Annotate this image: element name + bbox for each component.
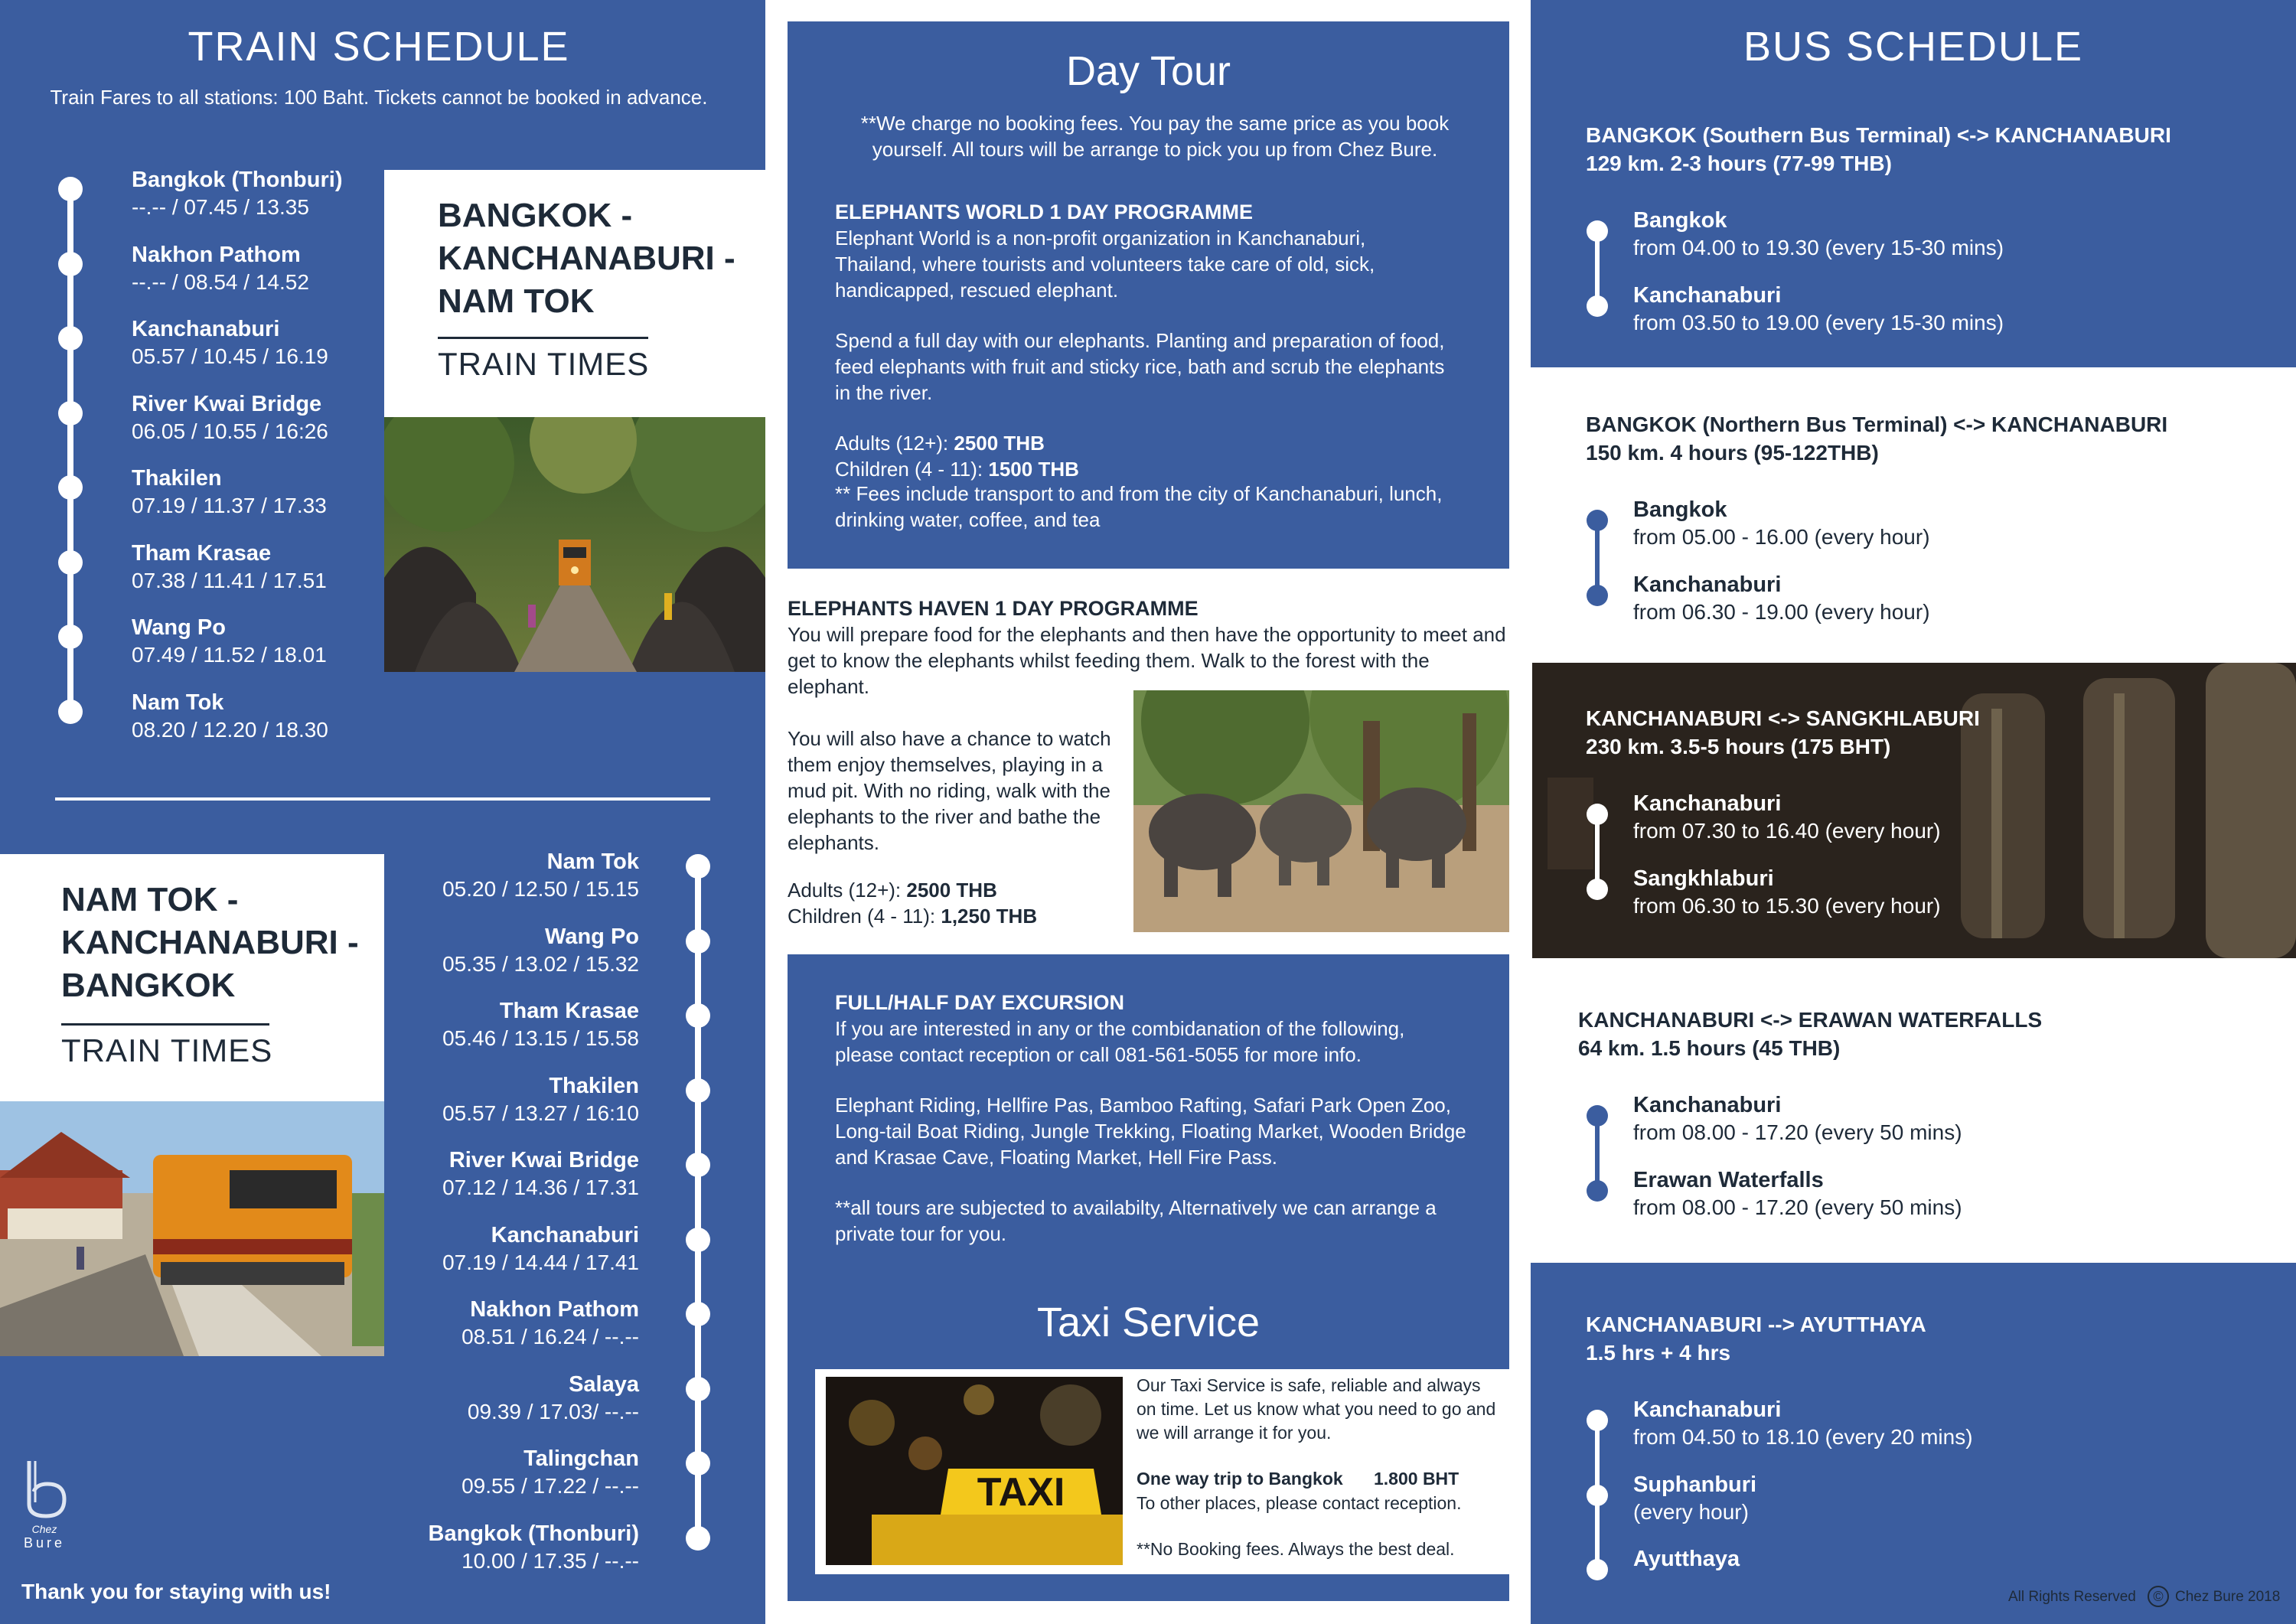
outbound-stop-dot [58,624,83,649]
outbound-stop-dot [58,401,83,426]
bus-stop-dot [1587,585,1608,606]
elephants-world-heading: ELEPHANTS WORLD 1 DAY PROGRAMME [835,201,1254,223]
children-label: Children (4 - 11): [835,458,989,481]
return-stop-times: 09.39 / 17.03/ --.-- [467,1399,639,1423]
outbound-stop-name: Thakilen [132,466,222,491]
bus-route-title: KANCHANABURI --> AYUTTHAYA [1586,1313,1926,1336]
outbound-stop-times: --.-- / 07.45 / 13.35 [132,195,309,219]
return-stop-name: Salaya [569,1371,639,1397]
outbound-stop-name: Nam Tok [132,690,224,715]
bus-schedule-title: BUS SCHEDULE [1743,24,2084,70]
bus-stop-name: Suphanburi [1633,1472,1757,1497]
children-label: Children (4 - 11): [788,905,941,928]
outbound-title-card [384,170,765,417]
excursion-panel [788,954,1509,1601]
excursion-list: Elephant Riding, Hellfire Pas, Bamboo Rafting, Safari Park Open Zoo, Long-tail Boat Riding, Jungle Trekking, Floating Market, Wooden Bridge and Krasae Cave, Floating Market, Hell Fire Pass. [835,1094,1466,1169]
copyright-icon: © [2148,1586,2169,1607]
taxi-sign-text: TAXI [977,1470,1065,1515]
outbound-stop-dot [58,475,83,500]
bus-stop-name: Kanchanaburi [1633,282,1782,308]
outbound-stop-times: 07.19 / 11.37 / 17.33 [132,494,327,517]
return-stop-times: 05.57 / 13.27 / 16:10 [442,1101,639,1125]
taxi-title: Taxi Service [1036,1300,1261,1345]
bus-stop-time: from 03.50 to 19.00 (every 15-30 mins) [1633,310,2004,334]
outbound-stop-name: Tham Krasae [132,540,272,566]
taxi-note: **No Booking fees. Always the best deal. [1137,1539,1455,1559]
bus-stop-name: Erawan Waterfalls [1633,1167,1824,1192]
chez-bure-logo [21,1458,75,1573]
bus-stop-dot [1587,879,1608,900]
return-stop-times: 09.55 / 17.22 / --.-- [461,1474,639,1498]
bus-route-title: BANGKOK (Northern Bus Terminal) <-> KANCHANABURI [1586,413,2168,436]
return-stop-times: 08.51 / 16.24 / --.-- [461,1325,639,1348]
excursion-text: If you are interested in any or the combidanation of the following, please contact reception or call 081-561-5055 for more info. [835,1017,1405,1066]
return-stop-dot [686,1526,710,1551]
return-card-subtitle: TRAIN TIMES [61,1032,273,1068]
bus-stop-name: Bangkok [1633,208,1727,233]
return-stop-dot [686,1377,710,1401]
footer-brand: Chez Bure 2018 [2175,1589,2281,1605]
return-card-rule [61,1023,269,1026]
return-timeline-line [695,865,701,1538]
children-price: 1,250 THB [941,905,1038,928]
elephants-world-text: Elephant World is a non-profit organization in Kanchanaburi, Thailand, where tourists and volunteers take care of old, sick, handicapped, rescued elephant. [835,227,1375,302]
outbound-stop-name: River Kwai Bridge [132,391,322,416]
bus-stop-name: Kanchanaburi [1633,1093,1782,1117]
day-tour-panel [788,21,1509,569]
elephants-haven-heading: ELEPHANTS HAVEN 1 DAY PROGRAMME [788,597,1199,620]
bus-route-info: 150 km. 4 hours (95-122THB) [1586,441,1879,465]
return-stop-name: River Kwai Bridge [448,1148,639,1172]
taxi-sign-photo [826,1377,1123,1565]
return-stop-name: Wang Po [545,924,639,949]
bus-route-title: BANGKOK (Southern Bus Terminal) <-> KANCHANABURI [1586,123,2171,147]
station-train-photo [0,1101,384,1356]
return-stop-name: Tham Krasae [499,999,639,1023]
outbound-stop-times: 08.20 / 12.20 / 18.30 [132,717,328,742]
bus-stop-name: Kanchanaburi [1633,791,1782,816]
day-tour-title: Day Tour [1065,48,1231,94]
elephants-world-adults [835,430,1045,456]
train-schedule-title: TRAIN SCHEDULE [188,24,570,70]
elephants-haven-text2: You will also have a chance to watch them enjoy themselves, playing in a mud pit. With no riding, walk with the elephants to the river and bathe the elephants. [788,727,1111,854]
bus-stop-name: Kanchanaburi [1633,1397,1782,1422]
return-stop-name: Nakhon Pathom [470,1297,639,1322]
outbound-card-subtitle: TRAIN TIMES [438,346,650,382]
outbound-stop-times: 06.05 / 10.55 / 16:26 [132,419,328,443]
return-stop-name: Thakilen [549,1073,639,1098]
outbound-stop-dot [58,699,83,724]
logo-text: Bure [23,1535,66,1551]
return-stop-dot [686,1451,710,1476]
bus-stop-dot [1587,1105,1608,1127]
adults-price: 2500 THB [906,879,997,902]
return-stop-dot [686,1302,710,1326]
day-tour-intro: **We charge no booking fees. You pay the same price as you book yourself. All tours will be arrange to pick you up from Chez Bure. [860,112,1450,161]
return-stop-dot [686,1228,710,1252]
elephants-haven-children [788,903,1037,929]
return-stop-dot [686,1078,710,1103]
footer-rights: All Rights Reserved [2008,1589,2136,1605]
outbound-stop-dot [58,550,83,575]
elephants-world-text2: Spend a full day with our elephants. Planting and preparation of food, feed elephants with fruit and sticky rice, bath and scrub the elephants in the river. [835,329,1445,404]
return-stop-times: 05.35 / 13.02 / 15.32 [442,951,639,976]
elephants-haven-adults [788,877,997,903]
return-stop-times: 05.20 / 12.50 / 15.15 [442,877,639,901]
outbound-stop-dot [58,326,83,351]
bus-stop-time: from 05.00 - 16.00 (every hour) [1633,525,1930,549]
bus-stop-dot [1587,295,1608,317]
train-section-divider [55,797,710,801]
return-stop-times: 05.46 / 13.15 / 15.58 [442,1026,639,1050]
bus-stop-dot [1587,804,1608,825]
taxi-other: To other places, please contact reception. [1137,1493,1462,1513]
outbound-stop-times: 07.49 / 11.52 / 18.01 [132,643,327,667]
bus-stop-time: from 06.30 to 15.30 (every hour) [1633,893,1941,918]
outbound-stop-dot [58,252,83,276]
outbound-stop-times: 05.57 / 10.45 / 16.19 [132,344,328,368]
logo-small-text: Chez [31,1523,57,1535]
return-stop-name: Bangkok (Thonburi) [428,1521,639,1546]
bus-stop-dot [1587,1410,1608,1431]
bus-stop-dot [1587,1559,1608,1580]
outbound-card-rule [438,337,648,339]
bus-stop-dot [1587,1180,1608,1202]
bus-route-title: KANCHANABURI <-> ERAWAN WATERFALLS [1578,1008,2043,1032]
return-stop-name: Kanchanaburi [491,1222,639,1247]
adults-label: Adults (12+): [835,432,954,455]
elephants-world-children [835,456,1079,482]
bus-route-info: 64 km. 1.5 hours (45 THB) [1578,1036,1841,1060]
return-title-card [0,854,384,1101]
bus-stop-name: Kanchanaburi [1633,572,1782,597]
bus-route-info: 1.5 hrs + 4 hrs [1586,1341,1731,1365]
train-fares-note: Train Fares to all stations: 100 Baht. Tickets cannot be booked in advance. [50,86,708,109]
adults-price: 2500 THB [954,432,1045,455]
adults-label: Adults (12+): [788,879,907,902]
bus-stop-time: from 08.00 - 17.20 (every 50 mins) [1633,1120,1962,1144]
return-stop-dot [686,1153,710,1177]
return-stop-times: 07.19 / 14.44 / 17.41 [442,1250,639,1274]
bus-stop-time: from 08.00 - 17.20 (every 50 mins) [1633,1195,1962,1219]
outbound-stop-name: Bangkok (Thonburi) [132,168,343,192]
bus-stop-name: Ayutthaya [1633,1547,1740,1571]
return-stop-name: Talingchan [523,1446,639,1471]
return-stop-dot [686,929,710,954]
bus-stop-time: from 04.50 to 18.10 (every 20 mins) [1633,1425,1973,1449]
bus-stop-dot [1587,1485,1608,1506]
thank-you-text: Thank you for staying with us! [21,1580,331,1603]
taxi-card [815,1369,1509,1574]
bus-route-title: KANCHANABURI <-> SANGKHLABURI [1586,706,1980,730]
elephants-haven-text: You will prepare food for the elephants and then have the opportunity to meet and get to know the elephants whilst feeding them. Walk to the forest with the elephant. [788,623,1506,698]
outbound-stop-times: --.-- / 08.54 / 14.52 [132,269,309,294]
bus-route-info: 129 km. 2-3 hours (77-99 THB) [1586,152,1892,175]
bus-stop-time: from 06.30 - 19.00 (every hour) [1633,599,1930,624]
outbound-stop-dot [58,177,83,201]
excursion-note: **all tours are subjected to availabilty, Alternatively we can arrange a private tour for you. [835,1196,1437,1245]
outbound-card-title: BANGKOK - KANCHANABURI - NAM TOK [438,197,735,320]
outbound-stop-name: Nakhon Pathom [132,242,301,267]
outbound-stop-name: Kanchanaburi [132,317,280,341]
elephants-world-fees: ** Fees include transport to and from the city of Kanchanaburi, lunch, drinking water, coffee, and tea [835,482,1443,531]
elephants-photo [1133,690,1509,932]
bus-stop-name: Bangkok [1633,497,1727,522]
excursion-heading: FULL/HALF DAY EXCURSION [835,991,1125,1014]
outbound-stop-name: Wang Po [132,615,226,640]
taxi-trip-label: One way trip to Bangkok [1137,1469,1343,1489]
outbound-stop-times: 07.38 / 11.41 / 17.51 [132,568,327,592]
bus-stop-time: from 07.30 to 16.40 (every hour) [1633,819,1941,843]
return-stop-name: Nam Tok [546,850,639,874]
return-stop-dot [686,854,710,879]
taxi-text: Our Taxi Service is safe, reliable and always on time. Let us know what you need to go and we will arrange it for you. [1137,1375,1496,1443]
bridge-train-photo [384,417,765,672]
bus-route-info: 230 km. 3.5-5 hours (175 BHT) [1586,735,1891,758]
return-stop-times: 07.12 / 14.36 / 17.31 [442,1176,639,1199]
bus-stop-dot [1587,510,1608,531]
bus-stop-dot [1587,220,1608,242]
return-stop-dot [686,1003,710,1028]
return-card-title: NAM TOK - KANCHANABURI - BANGKOK [61,881,359,1004]
return-stop-times: 10.00 / 17.35 / --.-- [461,1548,639,1573]
bus-stop-time: from 04.00 to 19.30 (every 15-30 mins) [1633,236,2004,259]
bus-stop-name: Sangkhlaburi [1633,866,1774,891]
children-price: 1500 THB [988,458,1079,481]
bus-stop-time: (every hour) [1633,1499,1749,1524]
taxi-trip-price: 1.800 BHT [1374,1469,1459,1489]
